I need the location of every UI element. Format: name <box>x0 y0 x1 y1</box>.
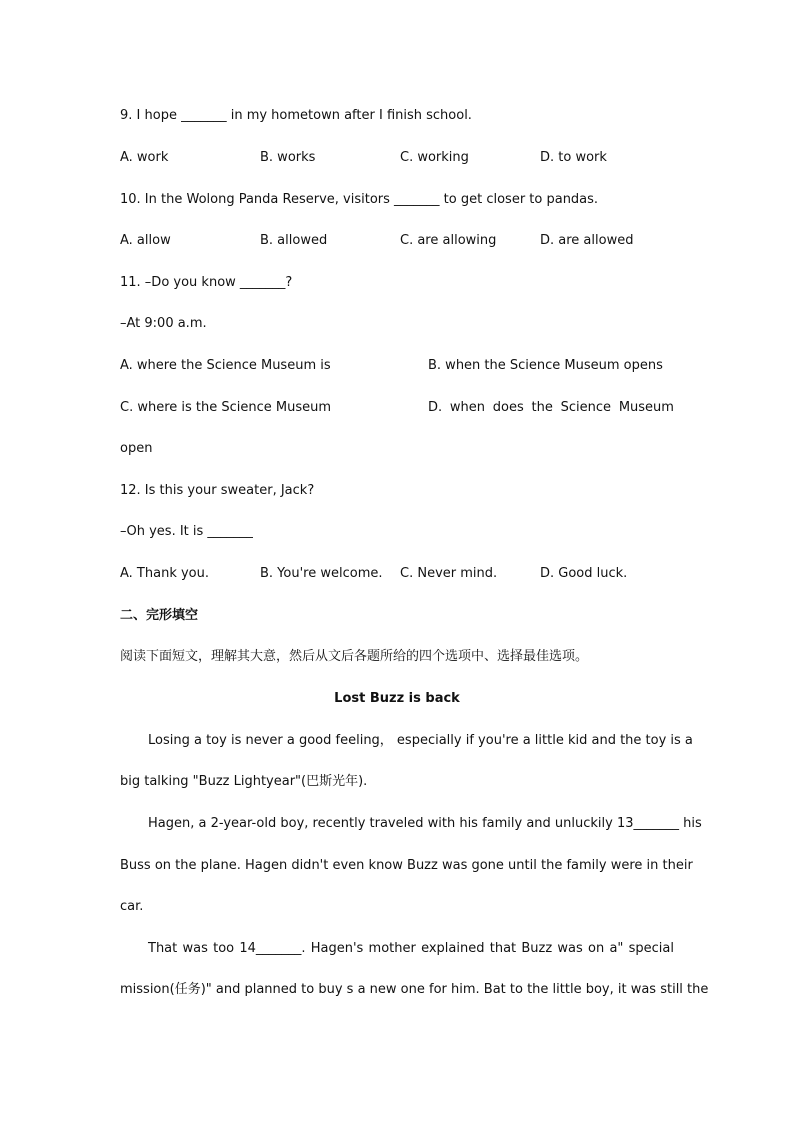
q11-reply: –At 9:00 a.m. <box>120 316 207 331</box>
q10-option-b: B. allowed <box>260 233 328 248</box>
q11-option-d-continuation: open <box>120 441 153 456</box>
q10-option-c: C. are allowing <box>400 233 497 248</box>
q11-option-d-word: when <box>449 400 486 415</box>
section-instruction: 阅读下面短文，理解其大意，然后从文后各题所给的四个选项中、选择最佳选项。 <box>120 649 589 664</box>
q11-option-d <box>428 399 674 417</box>
q12-option-b: B. You're welcome. <box>260 566 383 581</box>
q12-stem: 12. Is this your sweater, Jack? <box>120 483 315 498</box>
passage-p2-line1: Hagen, a 2-year-old boy, recently traveled with his family and unluckily 13_______ his <box>148 816 702 831</box>
passage-p2-line2: Buss on the plane. Hagen didn't even know Buzz was gone until the family were in their <box>120 858 693 873</box>
q11-option-c: C. where is the Science Museum <box>120 400 332 415</box>
q9-option-b: B. works <box>260 150 316 165</box>
q12-reply: –Oh yes. It is _______ <box>120 524 253 539</box>
q11-option-d-word: the <box>531 400 553 415</box>
q12-option-d: D. Good luck. <box>540 566 628 581</box>
q11-option-d-word: does <box>492 400 524 415</box>
q12-option-c: C. Never mind. <box>400 566 498 581</box>
passage-title: Lost Buzz is back <box>334 691 460 706</box>
section-heading: 二、完形填空 <box>120 608 199 623</box>
q11-stem: 11. –Do you know _______? <box>120 275 293 290</box>
q9-stem: 9. I hope _______ in my hometown after I finish school. <box>120 108 472 123</box>
q11-option-d-word: Science <box>560 400 612 415</box>
q11-option-a: A. where the Science Museum is <box>120 358 331 373</box>
q10-option-a: A. allow <box>120 233 171 248</box>
q10-stem: 10. In the Wolong Panda Reserve, visitors _______ to get closer to pandas. <box>120 192 599 207</box>
q11-option-d-word: D. <box>428 400 443 415</box>
passage-p3-line1: That was too 14_______. Hagen's mother explained that Buzz was on a" special <box>148 941 674 956</box>
q10-option-d: D. are allowed <box>540 233 634 248</box>
passage-p1-line2: big talking "Buzz Lightyear"(巴斯光年). <box>120 774 368 789</box>
q9-option-c: C. working <box>400 150 469 165</box>
passage-p3-line2: mission(任务)" and planned to buy s a new one for him. Bat to the little boy, it was still the <box>120 982 709 997</box>
passage-p2-line3: car. <box>120 899 144 914</box>
q9-option-d: D. to work <box>540 150 607 165</box>
q9-option-a: A. work <box>120 150 169 165</box>
passage-p1-line1: Losing a toy is never a good feeling， especially if you're a little kid and the toy is a <box>148 733 693 748</box>
q11-option-d-word: Museum <box>618 400 674 415</box>
q12-option-a: A. Thank you. <box>120 566 209 581</box>
q11-option-b: B. when the Science Museum opens <box>428 358 663 373</box>
